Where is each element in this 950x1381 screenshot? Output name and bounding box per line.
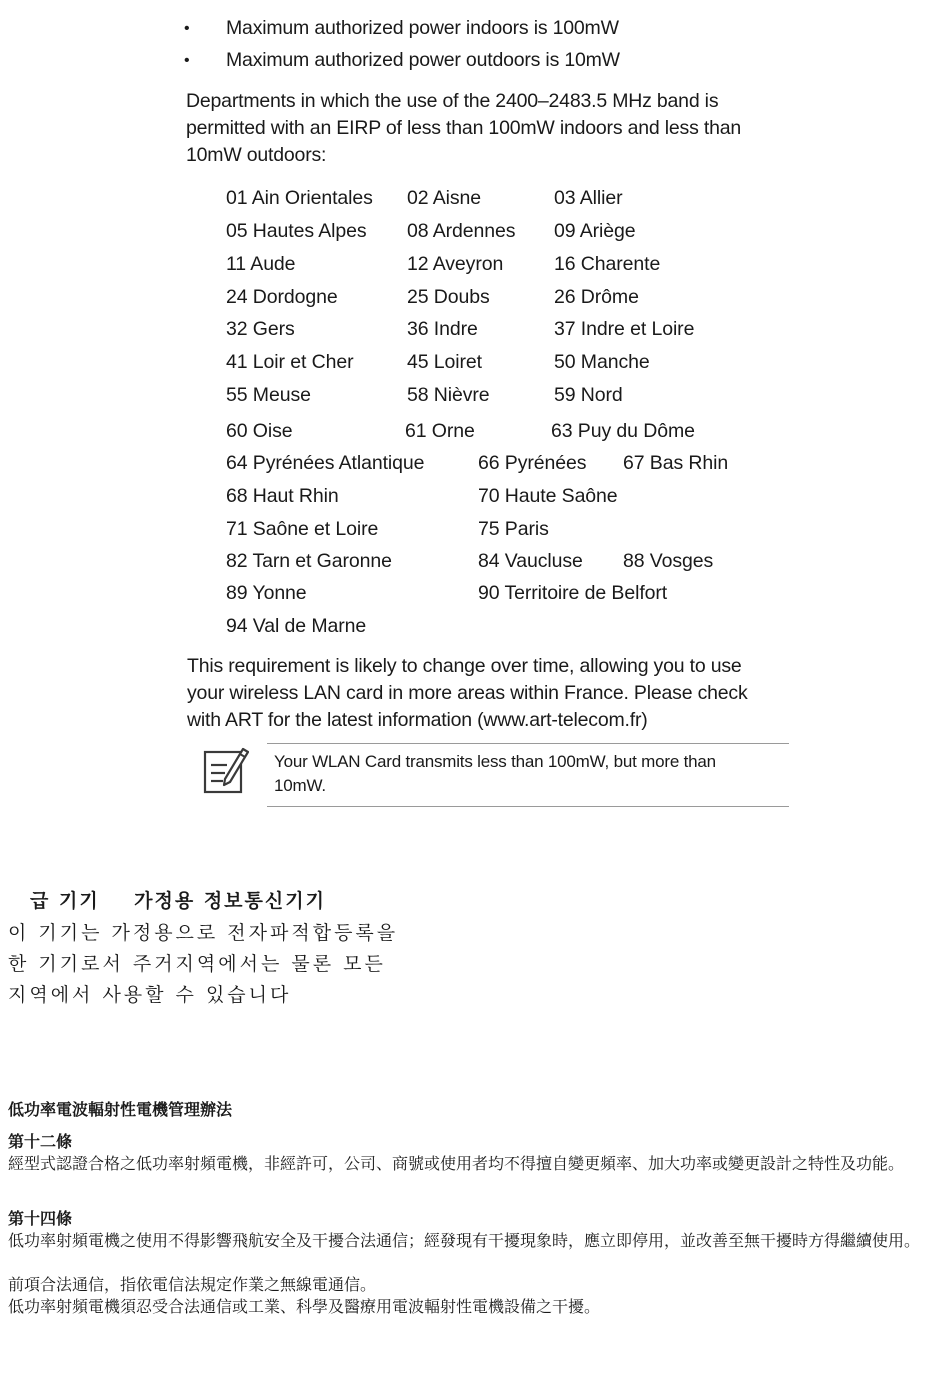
department-item: 36 Indre (407, 318, 478, 340)
korean-line: 지역에서 사용할 수 있습니다 (8, 984, 292, 1006)
note-line: Your WLAN Card transmits less than 100mW, but more than (274, 752, 716, 771)
department-item: 01 Ain Orientales (226, 187, 373, 209)
department-item: 60 Oise (226, 420, 293, 442)
requirement-paragraph (187, 653, 787, 734)
chinese-line: 前項合法通信，指依電信法規定作業之無線電通信。 (8, 1275, 377, 1294)
department-item: 32 Gers (226, 318, 295, 340)
intro-line: 10mW outdoors: (186, 144, 327, 166)
bullet-marker: • (184, 52, 190, 69)
department-item: 67 Bas Rhin (623, 452, 729, 474)
requirement-line: with ART for the latest information (www.art-telecom.fr) (187, 709, 648, 731)
requirement-line: your wireless LAN card in more areas within France. Please check (187, 682, 748, 704)
department-item: 37 Indre et Loire (554, 318, 695, 340)
department-item: 61 Orne (405, 420, 475, 442)
department-item: 68 Haut Rhin (226, 485, 339, 507)
department-item: 66 Pyrénées (478, 452, 587, 474)
chinese-line: 低功率射頻電機須忍受合法通信或工業、科學及醫療用電波輻射性電機設備之干擾。 (8, 1297, 601, 1316)
department-item: 09 Ariège (554, 220, 636, 242)
department-item: 11 Aude (226, 253, 296, 275)
department-item: 25 Doubs (407, 286, 490, 308)
department-item: 75 Paris (478, 518, 549, 540)
departments-intro (186, 88, 786, 169)
note-text (274, 750, 774, 798)
intro-line: permitted with an EIRP of less than 100mW indoors and less than (186, 117, 742, 139)
department-item: 89 Yonne (226, 582, 307, 604)
article-14-text: 低功率射頻電機之使用不得影響飛航安全及干擾合法通信；經發現有干擾現象時，應立即停用，並改善至無干擾時方得繼續使用。 (8, 1231, 921, 1250)
korean-title: 급 기기 가정용 정보통신기기 (30, 890, 326, 912)
department-item: 24 Dordogne (226, 286, 338, 308)
chinese-title: 低功率電波輻射性電機管理辦法 (8, 1100, 233, 1119)
department-item: 58 Nièvre (407, 384, 490, 406)
korean-line: 이 기기는 가정용으로 전자파적합등록을 (8, 922, 399, 944)
department-item: 03 Allier (554, 187, 623, 209)
note-pencil-icon (203, 745, 249, 795)
department-item: 71 Saône et Loire (226, 518, 379, 540)
department-item: 64 Pyrénées Atlantique (226, 452, 425, 474)
note-line: 10mW. (274, 776, 326, 795)
department-item: 02 Aisne (407, 187, 482, 209)
bullet-text-outdoors: Maximum authorized power outdoors is 10mW (226, 49, 620, 71)
department-item: 12 Aveyron (407, 253, 504, 275)
department-item: 50 Manche (554, 351, 650, 373)
note-top-rule (267, 743, 789, 744)
department-item: 16 Charente (554, 253, 661, 275)
department-item: 05 Hautes Alpes (226, 220, 367, 242)
department-item: 84 Vaucluse (478, 550, 583, 572)
bullet-text-indoors: Maximum authorized power indoors is 100mW (226, 17, 619, 39)
department-item: 82 Tarn et Garonne (226, 550, 392, 572)
bullet-marker: • (184, 20, 190, 37)
requirement-line: This requirement is likely to change over time, allowing you to use (187, 655, 742, 677)
department-item: 41 Loir et Cher (226, 351, 354, 373)
department-item: 94 Val de Marne (226, 615, 367, 637)
department-item: 90 Territoire de Belfort (478, 582, 668, 604)
korean-line: 한 기기로서 주거지역에서는 물론 모든 (8, 953, 386, 975)
department-item: 70 Haute Saône (478, 485, 618, 507)
department-item: 08 Ardennes (407, 220, 516, 242)
department-item: 88 Vosges (623, 550, 714, 572)
department-item: 45 Loiret (407, 351, 482, 373)
intro-line: Departments in which the use of the 2400–2483.5 MHz band is (186, 90, 719, 112)
note-bottom-rule (267, 806, 789, 807)
article-14-title: 第十四條 (8, 1209, 73, 1228)
department-item: 59 Nord (554, 384, 623, 406)
article-12-title: 第十二條 (8, 1132, 73, 1151)
article-12-text: 經型式認證合格之低功率射頻電機，非經許可，公司、商號或使用者均不得擅自變更頻率、加大功率或變更設計之特性及功能。 (8, 1154, 905, 1173)
department-item: 63 Puy du Dôme (551, 420, 695, 442)
department-item: 55 Meuse (226, 384, 311, 406)
department-item: 26 Drôme (554, 286, 639, 308)
